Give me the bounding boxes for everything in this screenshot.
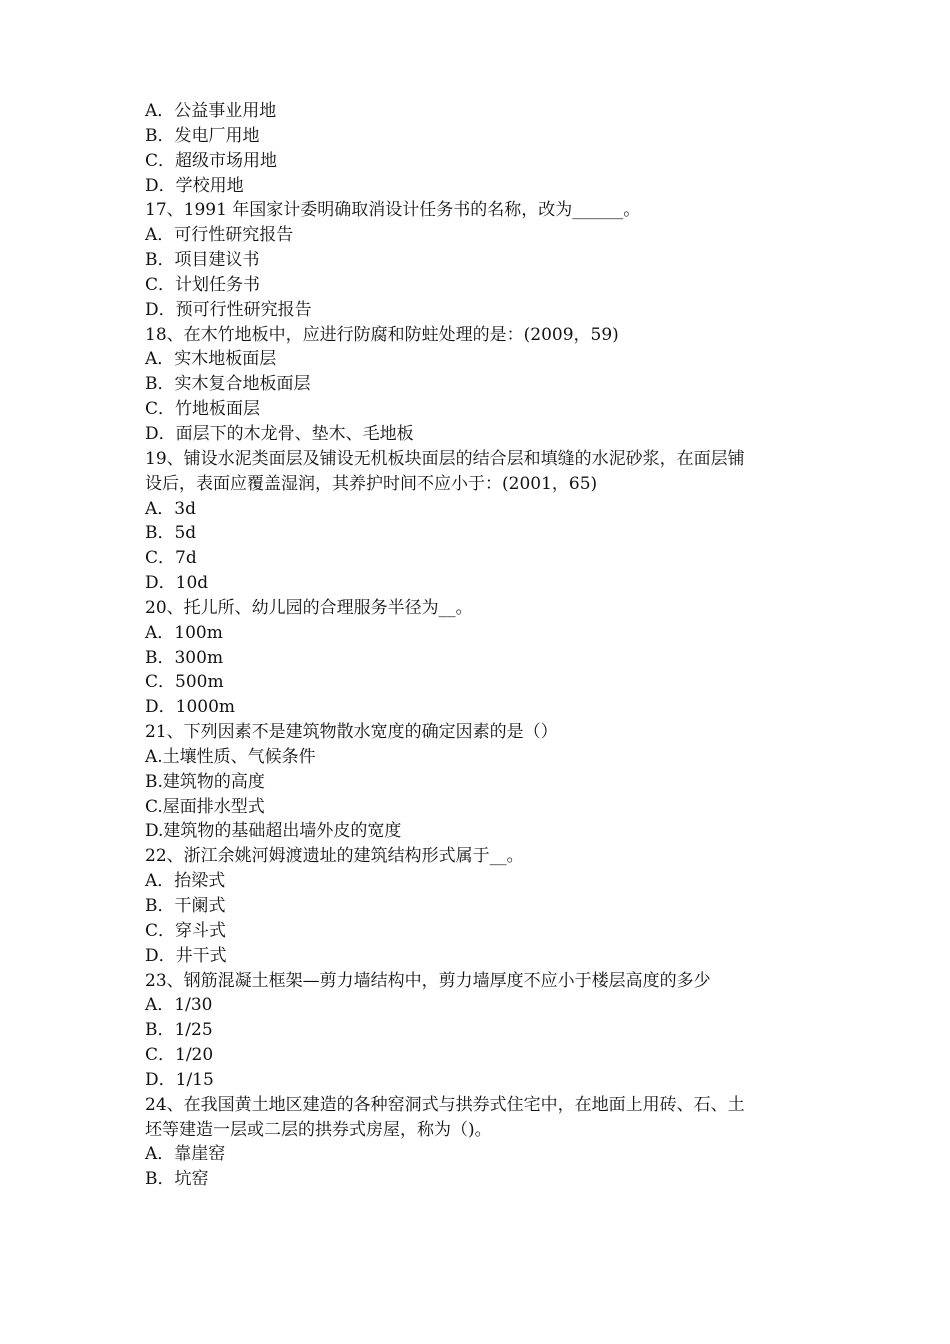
answer-option: B．300m [145, 647, 224, 668]
answer-option: C．计划任务书 [145, 274, 261, 295]
answer-option: B．1/25 [145, 1020, 213, 1041]
answer-option: B．坑窑 [145, 1169, 209, 1190]
answer-option: D.建筑物的基础超出墙外皮的宽度 [145, 821, 402, 842]
question-text: 17、1991 年国家计委明确取消设计任务书的名称，改为______。 [145, 200, 641, 221]
question-text: 23、钢筋混凝土框架—剪力墙结构中，剪力墙厚度不应小于楼层高度的多少 [145, 970, 711, 991]
answer-option: D．10d [145, 573, 209, 594]
question-text: 24、在我国黄土地区建造的各种窑洞式与拱券式住宅中，在地面上用砖、石、土 [145, 1094, 745, 1115]
answer-option: D．井干式 [145, 945, 227, 966]
answer-option: D．学校用地 [145, 175, 244, 196]
answer-option: A．实木地板面层 [145, 349, 277, 370]
answer-option: A．抬梁式 [145, 871, 226, 892]
answer-option: B．项目建议书 [145, 250, 260, 271]
answer-option: A．可行性研究报告 [145, 225, 294, 246]
answer-option: B．干阑式 [145, 896, 226, 916]
answer-option: C．穿斗式 [145, 920, 227, 941]
question-text: 18、在木竹地板中，应进行防腐和防蛀处理的是：(2009，59) [145, 324, 619, 345]
answer-option: B.建筑物的高度 [145, 771, 265, 792]
question-text: 21、下列因素不是建筑物散水宽度的确定因素的是（） [145, 722, 558, 743]
question-text: 设后，表面应覆盖湿润，其养护时间不应小于：(2001，65) [145, 473, 598, 494]
answer-option: D．面层下的木龙骨、垫木、毛地板 [145, 423, 414, 444]
answer-option: B．实木复合地板面层 [145, 374, 311, 395]
answer-option: A．公益事业用地 [145, 101, 277, 121]
answer-option: B．5d [145, 523, 197, 544]
question-text: 19、铺设水泥类面层及铺设无机板块面层的结合层和填缝的水泥砂浆，在面层铺 [145, 448, 745, 469]
question-text: 20、托儿所、幼儿园的合理服务半径为__。 [145, 597, 473, 618]
answer-option: B．发电厂用地 [145, 125, 260, 146]
answer-option: A．100m [145, 622, 223, 643]
answer-option: C．7d [145, 548, 197, 569]
answer-option: A．靠崖窑 [145, 1144, 226, 1165]
answer-option: C．超级市场用地 [145, 150, 278, 171]
answer-option: D．1/15 [145, 1069, 214, 1090]
question-text: 坯等建造一层或二层的拱券式房屋，称为（)。 [145, 1119, 492, 1140]
document-body [145, 99, 825, 1192]
answer-option: D．预可行性研究报告 [145, 299, 312, 320]
answer-option: C．竹地板面层 [145, 399, 261, 420]
answer-option: C.屋面排水型式 [145, 796, 265, 817]
answer-option: C．500m [145, 672, 224, 693]
answer-option: A．1/30 [145, 995, 213, 1016]
answer-option: A.土壤性质、气候条件 [145, 746, 316, 767]
answer-option: D．1000m [145, 697, 236, 718]
answer-option: C．1/20 [145, 1045, 214, 1066]
answer-option: A．3d [145, 498, 196, 519]
question-text: 22、浙江余姚河姆渡遗址的建筑结构形式属于__。 [145, 846, 524, 867]
